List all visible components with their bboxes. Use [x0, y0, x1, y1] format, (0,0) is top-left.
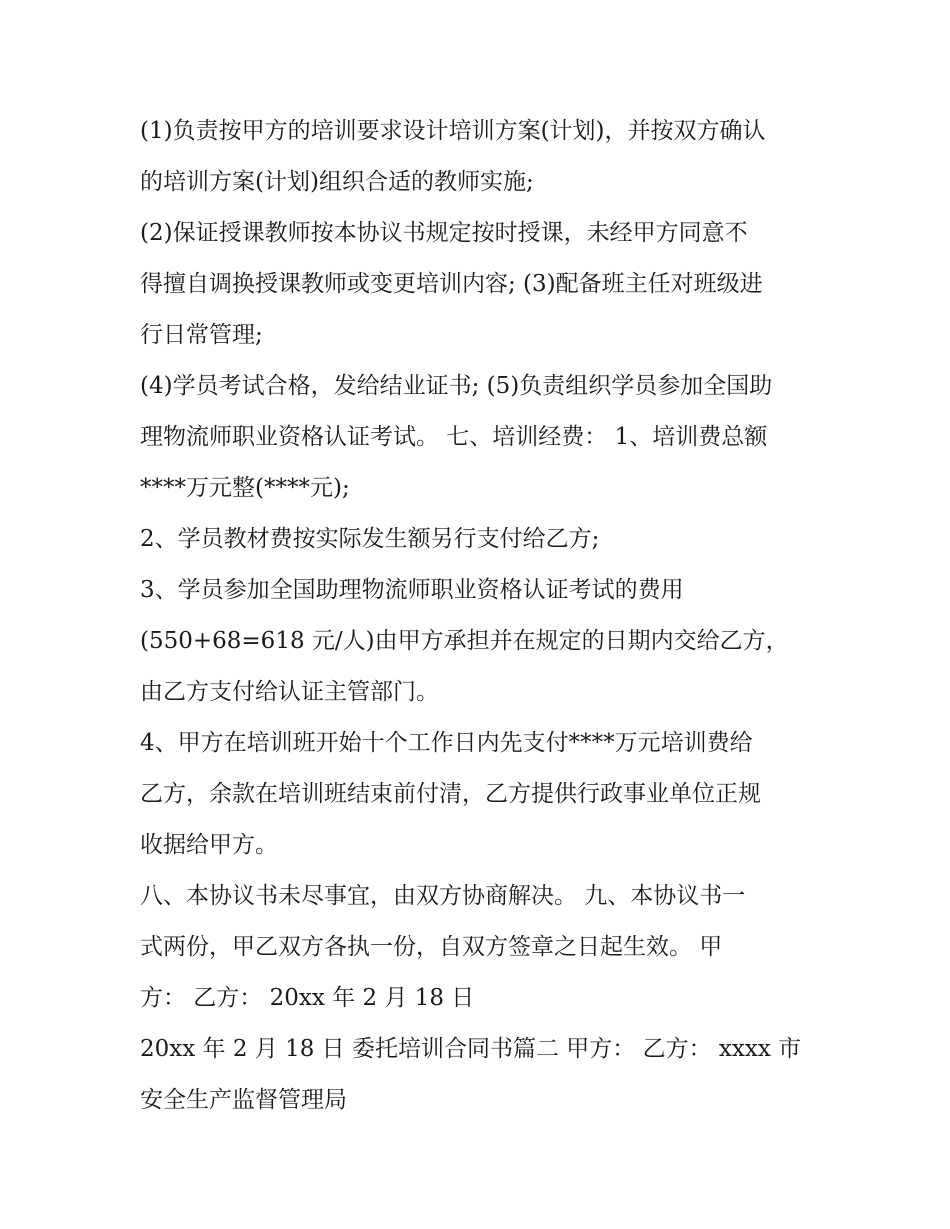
text-line: 4、甲方在培训班开始十个工作日内先支付****万元培训费给 — [140, 730, 753, 756]
text-line: (550+68=618 元/人)由甲方承担并在规定的日期内交给乙方， — [140, 628, 789, 654]
text-line: (4)学员考试合格，发给结业证书; (5)负责组织学员参加全国助 — [140, 373, 773, 399]
text-line: 八、本协议书未尽事宜，由双方协商解决。 九、本协议书一 — [140, 883, 746, 909]
text-line: 式两份，甲乙双方各执一份，自双方签章之日起生效。 甲 — [140, 934, 723, 960]
text-line: 行日常管理; — [140, 322, 263, 348]
text-line: 得擅自调换授课教师或变更培训内容; (3)配备班主任对班级进 — [140, 271, 763, 297]
text-line: 20xx 年 2 月 18 日 委托培训合同书篇二 甲方： 乙方： xxxx 市 — [140, 1036, 802, 1062]
text-line: 收据给甲方。 — [140, 832, 278, 858]
text-line: 方： 乙方： 20xx 年 2 月 18 日 — [140, 985, 475, 1011]
text-line: 2、学员教材费按实际发生额另行支付给乙方; — [140, 526, 600, 552]
text-line: 的培训方案(计划)组织合适的教师实施; — [140, 169, 534, 195]
text-line: 理物流师职业资格认证考试。 七、培训经费： 1、培训费总额 — [140, 424, 768, 450]
text-line: 乙方，余款在培训班结束前付清，乙方提供行政事业单位正规 — [140, 781, 761, 807]
text-line: 由乙方支付给认证主管部门。 — [140, 679, 439, 705]
text-line: ****万元整(****元); — [140, 475, 350, 501]
text-line: (1)负责按甲方的培训要求设计培训方案(计划)，并按双方确认 — [140, 118, 766, 144]
text-line: (2)保证授课教师按本协议书规定按时授课，未经甲方同意不 — [140, 220, 748, 246]
text-line: 安全生产监督管理局 — [140, 1087, 347, 1113]
text-line: 3、学员参加全国助理物流师职业资格认证考试的费用 — [140, 577, 684, 603]
document-body — [140, 106, 820, 1126]
